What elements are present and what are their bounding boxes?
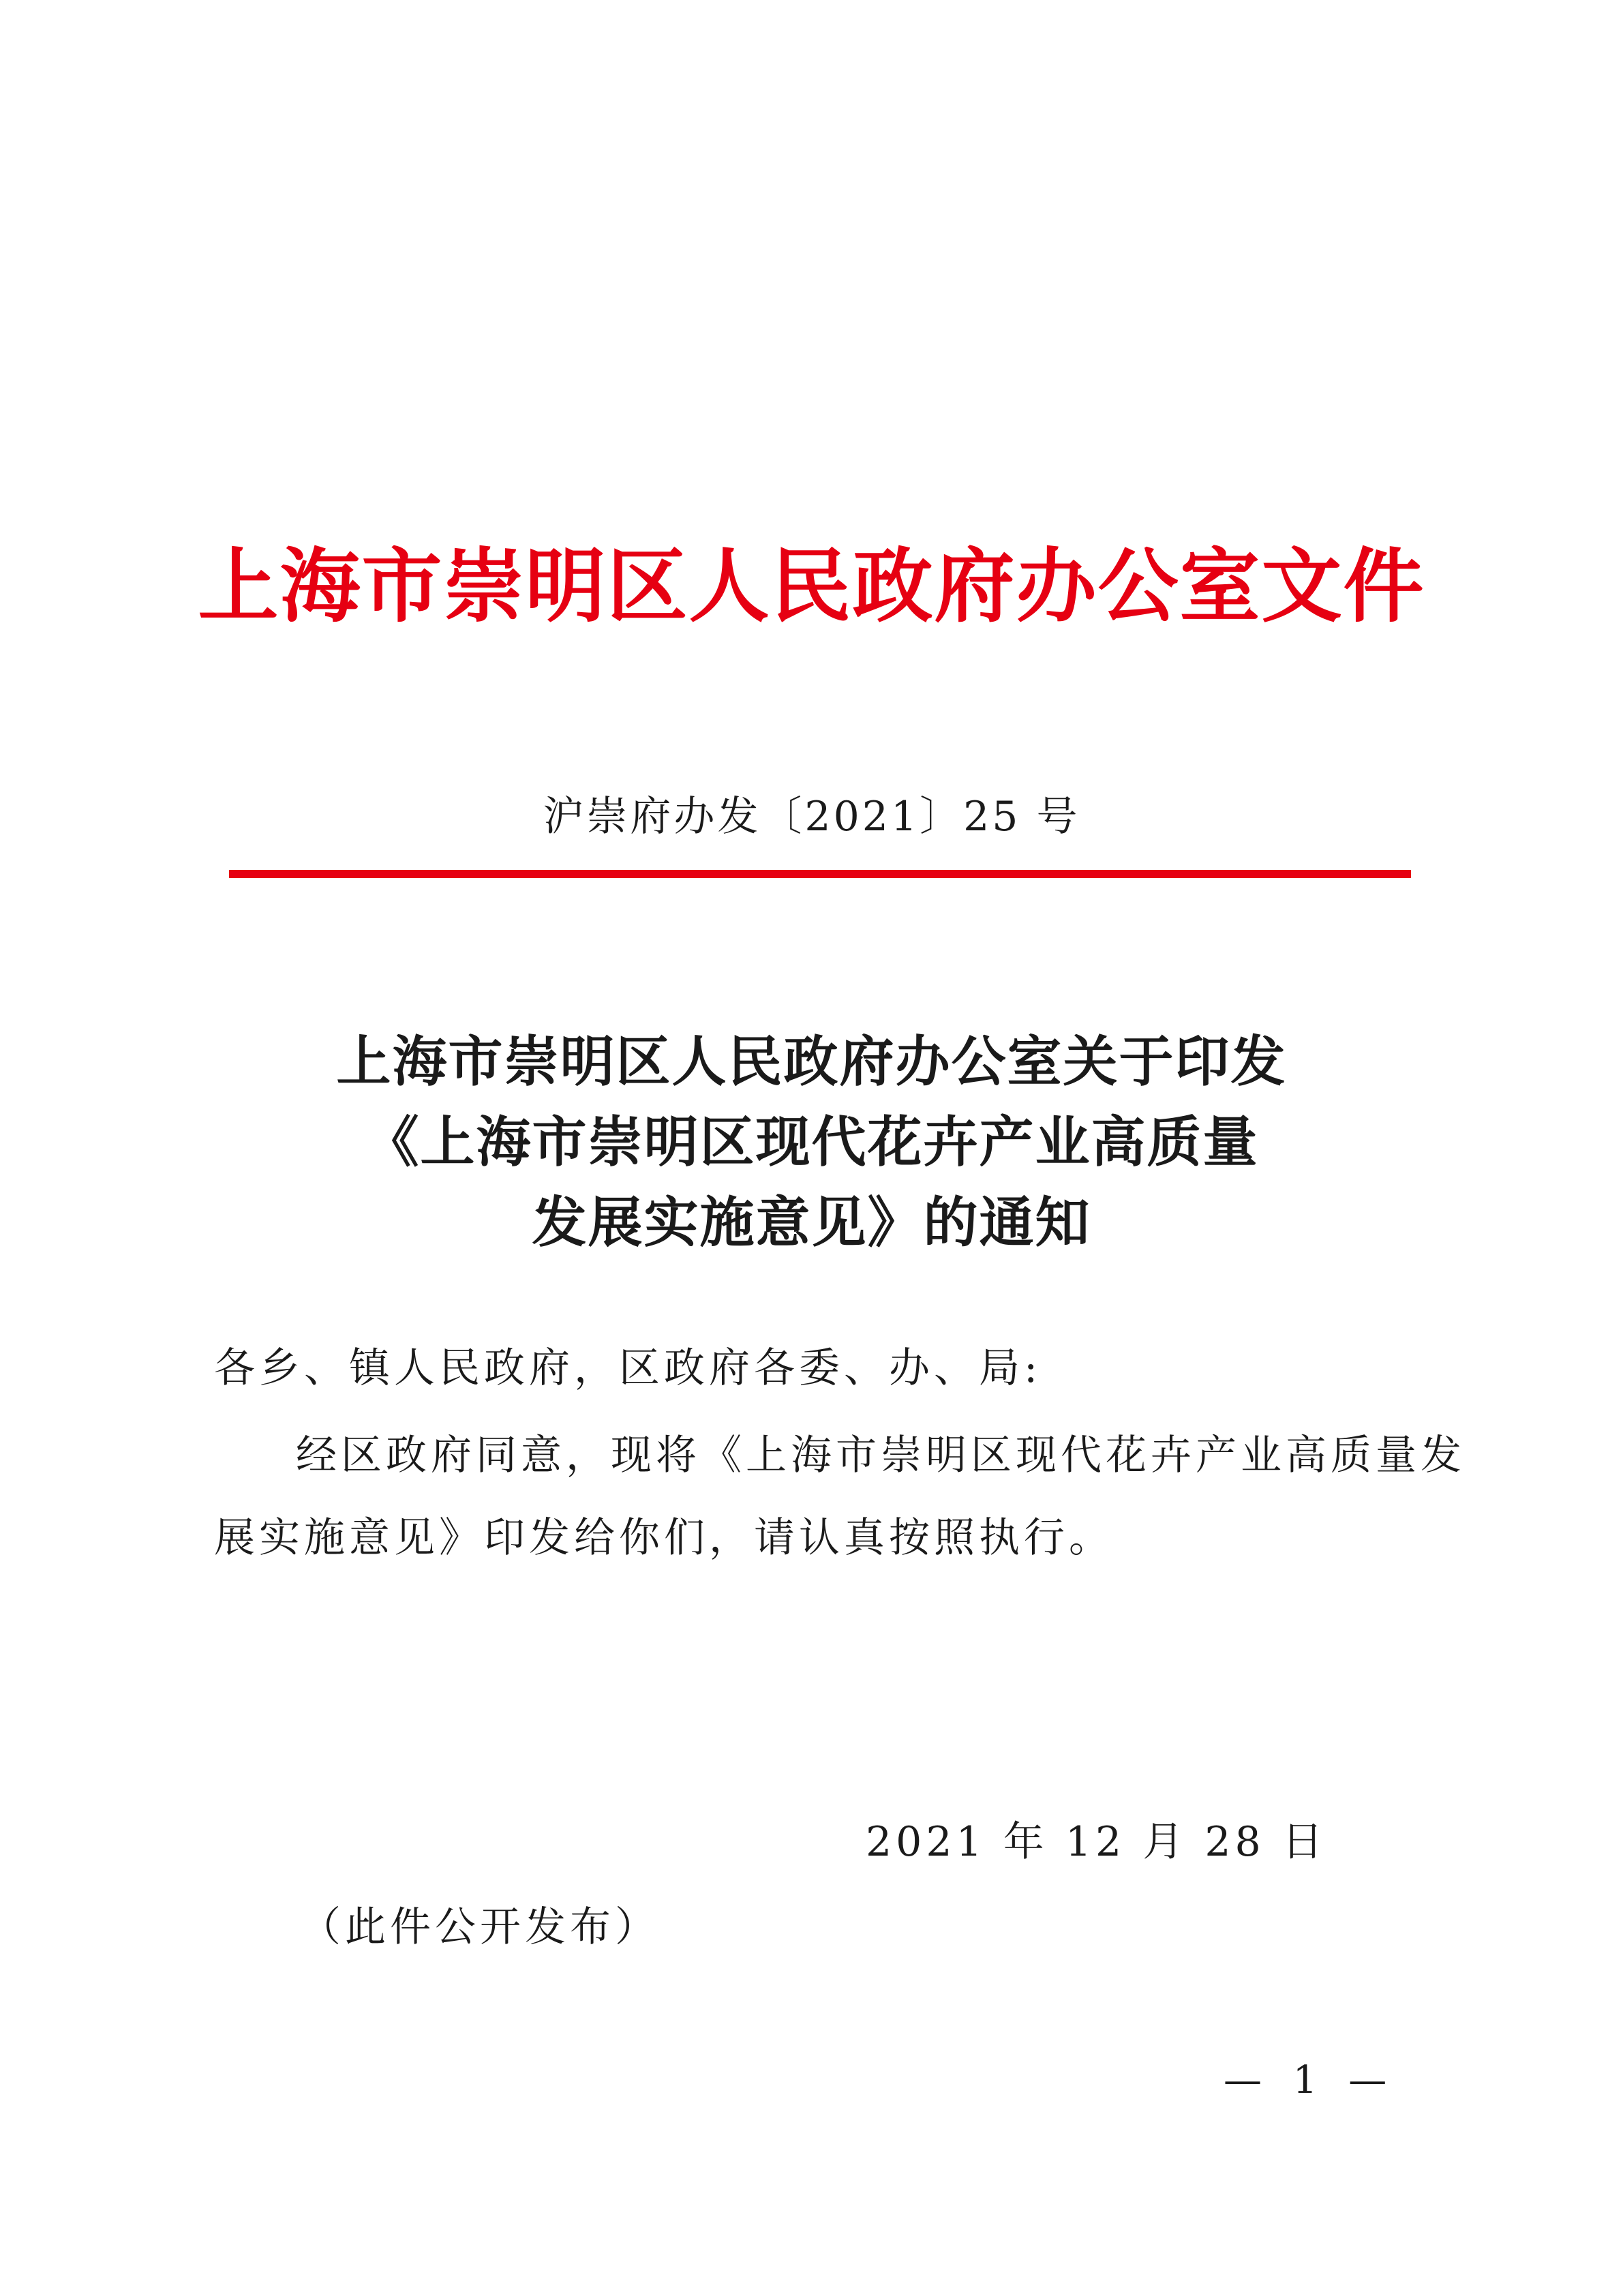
publication-note: （此件公开发布） xyxy=(300,1903,660,1951)
title-line-1: 上海市崇明区人民政府办公室关于印发 xyxy=(336,1029,1287,1093)
document-number: 沪崇府办发〔2021〕25 号 xyxy=(543,793,1080,841)
red-separator-line xyxy=(229,870,1411,878)
paragraph-line-2: 展实施意见》印发给你们，请认真按照执行。 xyxy=(214,1514,1114,1562)
issue-date: 2021 年 12 月 28 日 xyxy=(866,1818,1327,1866)
document-title xyxy=(0,1021,1623,1263)
paragraph-line-1: 经区政府同意，现将《上海市崇明区现代花卉产业高质量发 xyxy=(296,1432,1466,1479)
page-number: — 1 — xyxy=(1224,2058,1397,2102)
document-masthead: 上海市崇明区人民政府办公室文件 xyxy=(198,539,1425,633)
title-line-2: 《上海市崇明区现代花卉产业高质量 xyxy=(364,1110,1259,1174)
title-line-3: 发展实施意见》的通知 xyxy=(532,1190,1091,1254)
salutation: 各乡、镇人民政府，区政府各委、办、局: xyxy=(214,1344,1042,1392)
